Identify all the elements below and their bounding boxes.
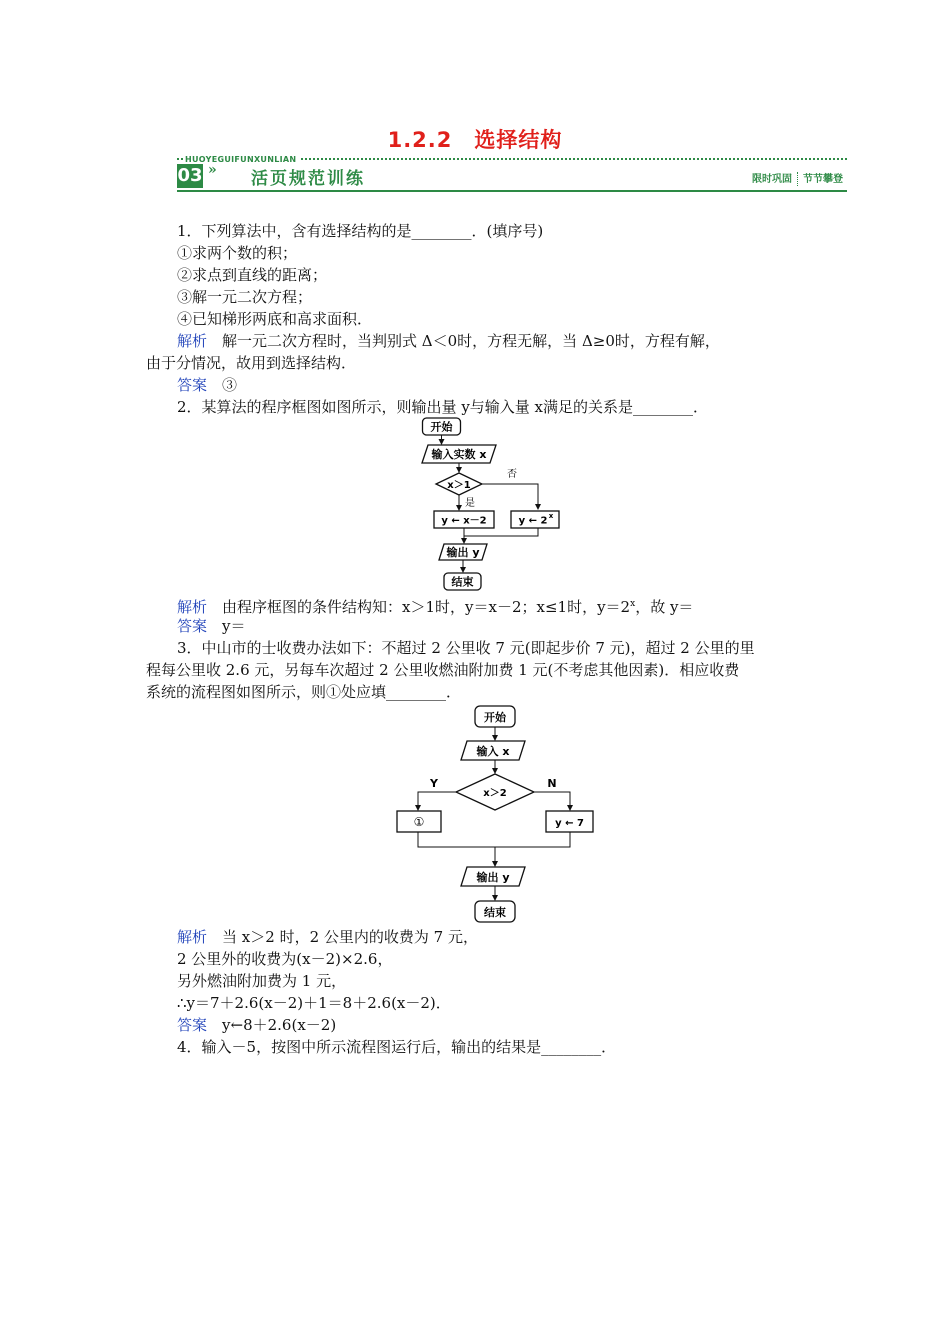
q3-stem-3: 系统的流程图如图所示，则①处应填________． <box>146 683 462 701</box>
section-number: 03 <box>177 165 203 186</box>
q3-end-label: 结束 <box>484 906 506 919</box>
q3-start-label: 开始 <box>484 711 506 724</box>
q3-input-label: 输入 x <box>476 745 510 758</box>
q4-stem: 4．输入－5，按图中所示流程图运行后，输出的结果是________． <box>177 1038 617 1056</box>
q1-answer-label: 答案 <box>177 376 208 394</box>
q3-analysis-text-4: ∴y＝7＋2.6(x－2)＋1＝8＋2.6(x－2)． <box>177 994 451 1012</box>
q2-left-label: y ← x－2 <box>441 515 487 527</box>
q2-analysis-text: 由程序框图的条件结构知：x＞1时，y＝x－2；x≤1时，y＝2 <box>222 598 631 616</box>
q3-y-label: Y <box>430 777 438 790</box>
q2-merge-line <box>464 528 538 536</box>
section-label: 活页规范训练 <box>251 169 365 189</box>
q1-analysis-text: 解一元二次方程时，当判别式 Δ＜0时，方程无解，当 Δ≥0时，方程有解， <box>222 332 720 350</box>
banner-rule <box>177 190 847 192</box>
q1-analysis-cont: 由于分情况，故用到选择结构． <box>146 354 357 372</box>
banner-pinyin: HUOYEGUIFUNXUNLIAN <box>185 155 300 164</box>
q3-answer-value: y←8＋2.6(x－2) <box>222 1016 337 1034</box>
q2-condition-label: x＞1 <box>447 480 471 491</box>
q2-answer <box>177 616 246 636</box>
q3-flowchart <box>392 703 602 925</box>
q1-option-2: ②求点到直线的距离； <box>177 266 328 284</box>
q1-option-1: ①求两个数的积； <box>177 244 298 262</box>
q1-option-3: ③解一元二次方程； <box>177 288 313 306</box>
q1-answer-value: ③ <box>222 376 238 394</box>
banner-tags <box>752 170 843 186</box>
q2-analysis-label: 解析 <box>177 598 208 616</box>
tag-divider <box>797 172 798 186</box>
q1-analysis <box>177 331 720 351</box>
q2-flowchart <box>420 417 570 593</box>
q2-yes-label: 是 <box>465 498 475 509</box>
q3-no-branch <box>534 792 570 810</box>
q3-yes-branch <box>418 792 456 810</box>
q2-output-label: 输出 y <box>446 546 480 559</box>
q2-right-sup: x <box>548 512 554 520</box>
q3-answer <box>177 1015 336 1035</box>
q1-stem: 1．下列算法中，含有选择结构的是________．(填序号) <box>177 222 544 240</box>
q3-n-label: N <box>547 777 557 790</box>
q1-answer <box>177 375 237 395</box>
q3-right-label: y ← 7 <box>555 818 584 829</box>
q3-condition-label: x＞2 <box>483 788 507 799</box>
q2-start-label: 开始 <box>430 420 453 434</box>
q3-output-label: 输出 y <box>476 871 510 884</box>
q2-no-branch <box>482 484 538 509</box>
q3-analysis-text-1: 当 x＞2 时，2 公里内的收费为 7 元， <box>222 928 478 946</box>
q2-answer-label: 答案 <box>177 617 208 635</box>
q2-end-label: 结束 <box>451 575 474 589</box>
q3-stem-2: 程每公里收 2.6 元，另每车次超过 2 公里收燃油附加费 1 元(不考虑其他因素)．相应收费 <box>146 661 740 679</box>
tag-left: 限时巩固 <box>752 174 792 185</box>
q2-analysis <box>177 594 693 617</box>
q3-analysis-text-3: 另外燃油附加费为 1 元， <box>177 972 347 990</box>
q2-right-label: y ← 2 <box>518 515 548 527</box>
q2-input-label: 输入实数 x <box>431 448 487 461</box>
q1-analysis-label: 解析 <box>177 332 208 350</box>
double-arrow-icon: » <box>208 162 217 178</box>
q2-no-label: 否 <box>507 469 517 480</box>
q3-analysis <box>177 927 478 947</box>
q2-analysis-sup: x <box>630 599 636 609</box>
q2-stem: 2．某算法的程序框图如图所示，则输出量 y与输入量 x满足的关系是________． <box>177 398 709 416</box>
tag-right: 节节攀登 <box>803 174 843 185</box>
section-banner <box>177 154 847 194</box>
q3-stem-1: 3．中山市的士收费办法如下：不超过 2 公里收 7 元(即起步价 7 元)，超过 2 公里的里 <box>177 639 755 657</box>
page-title: 1.2.2 选择结构 <box>387 128 563 152</box>
q3-merge-line <box>418 832 570 847</box>
q3-left-label: ① <box>413 815 425 829</box>
q3-answer-label: 答案 <box>177 1016 208 1034</box>
q2-answer-value: y＝ <box>222 617 246 635</box>
q2-analysis-tail: ，故 y＝ <box>635 598 694 616</box>
q3-analysis-label: 解析 <box>177 928 208 946</box>
q1-option-4: ④已知梯形两底和高求面积． <box>177 310 373 328</box>
q3-analysis-text-2: 2 公里外的收费为(x－2)×2.6， <box>177 950 393 968</box>
